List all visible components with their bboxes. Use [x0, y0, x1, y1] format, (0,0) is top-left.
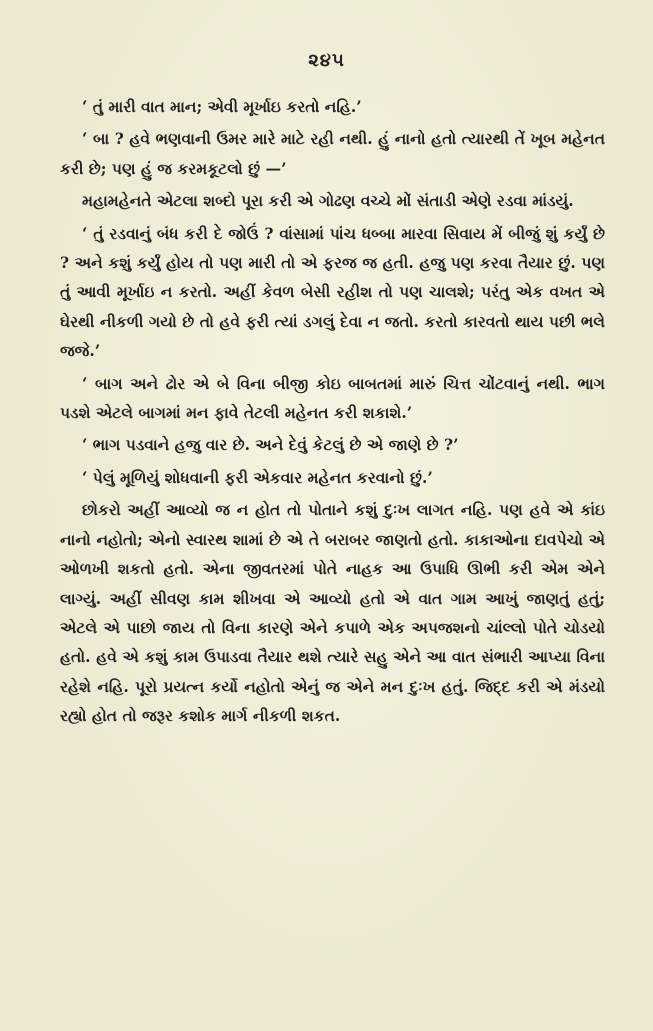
paragraph: ‘ તું મારી વાત માન; એવી મૂર્ખાઇ કરતો નહિ.’	[82, 97, 362, 116]
paragraph: મહામહેનતે એટલા શબ્દો પૂરા કરી એ ગોઢણ વચ્ચે મોં સંતાડી એણે રડવા માંડયું.	[82, 191, 574, 211]
paragraph: ‘ ભાગ પડવાને હજુ વાર છે. અને દેવું કેટલું છે એ જાણે છે ?’	[82, 435, 459, 455]
paragraph: ‘ તું રડવાનું બંધ કરી દે જોઉં ? વાંસામાં પાંચ ધબ્બા મારવા સિવાય મેં બીજું શું કર્યું છે ? અને કશું કર્યું હોય તો પણ મારી તો એ ફરજ જ હતી. હજુ પણ કરવા તૈયાર છું. પણ તું આવી મૂર્ખાઇ ન કરતો. અહીં કેવળ બેસી રહીશ તો પણ ચાલશે; પરંતુ એક વખત એ ઘેરથી નીકળી ગયો છે તો હવે ફરી ત્યાં ડગલું દેવા ન જતો. કરતો કારવતો થાય પછી ભલે જજે.’	[60, 223, 605, 361]
paragraph: ‘ બાગ અને ઢોર એ બે વિના બીજી કોઇ બાબતમાં મારું ચિત્ત ચોંટવાનું નથી. ભાગ પડશે એટલે બાગમાં મન ફાવે તેટલી મહેનત કરી શકાશે.’	[60, 373, 605, 423]
paragraph: ‘ પેલું મૂળિયું શોધવાની ફરી એકવાર મહેનત કરવાનો છું.’	[82, 467, 433, 487]
paragraph: છોકરો અહીં આવ્યો જ ન હોત તો પોતાને કશું દુઃખ લાગત નહિ. પણ હવે એ કાંઇ નાનો નહોતો; એનો સ્વારથ શામાં છે એ તે બરાબર જાણતો હતો. કાકાઓના દાવપેચો એ ઓળખી શકતો હતો. એના જીવતરમાં પોતે નાહક આ ઉપાધિ ઊભી કરી એમ એને લાગ્યું. અહીં સીવણ કામ શીખવા એ આવ્યો હતો એ વાત ગામ આખું જાણતું હતું; એટલે એ પાછો જાય તો વિના કારણે એને કપાળે એક અપજશનો ચાંલ્લો પોતે ચોડયો હતો. હવે એ કશું કામ ઉપાડવા તૈયાર થશે ત્યારે સહુ એને આ વાત સંભારી આપ્યા વિના રહેશે નહિ. પૂરો પ્રયત્ન કર્યો નહોતો એનું જ એને મન દુઃખ હતું. જિદ્દ કરી એ મંડયો રહ્યો હોત તો જરૂર કશોક માર્ગ નીકળી શકત.	[60, 500, 605, 726]
paragraph: ‘ બા ? હવે ભણવાની ઉમર મારે માટે રહી નથી. હું નાનો હતો ત્યારથી તેં ખૂબ મહેનત કરી છે; પણ હું જ કરમકૂટલો છું —’	[60, 129, 605, 178]
body-text	[60, 92, 605, 731]
page-number: ૨૪૫	[308, 50, 345, 71]
